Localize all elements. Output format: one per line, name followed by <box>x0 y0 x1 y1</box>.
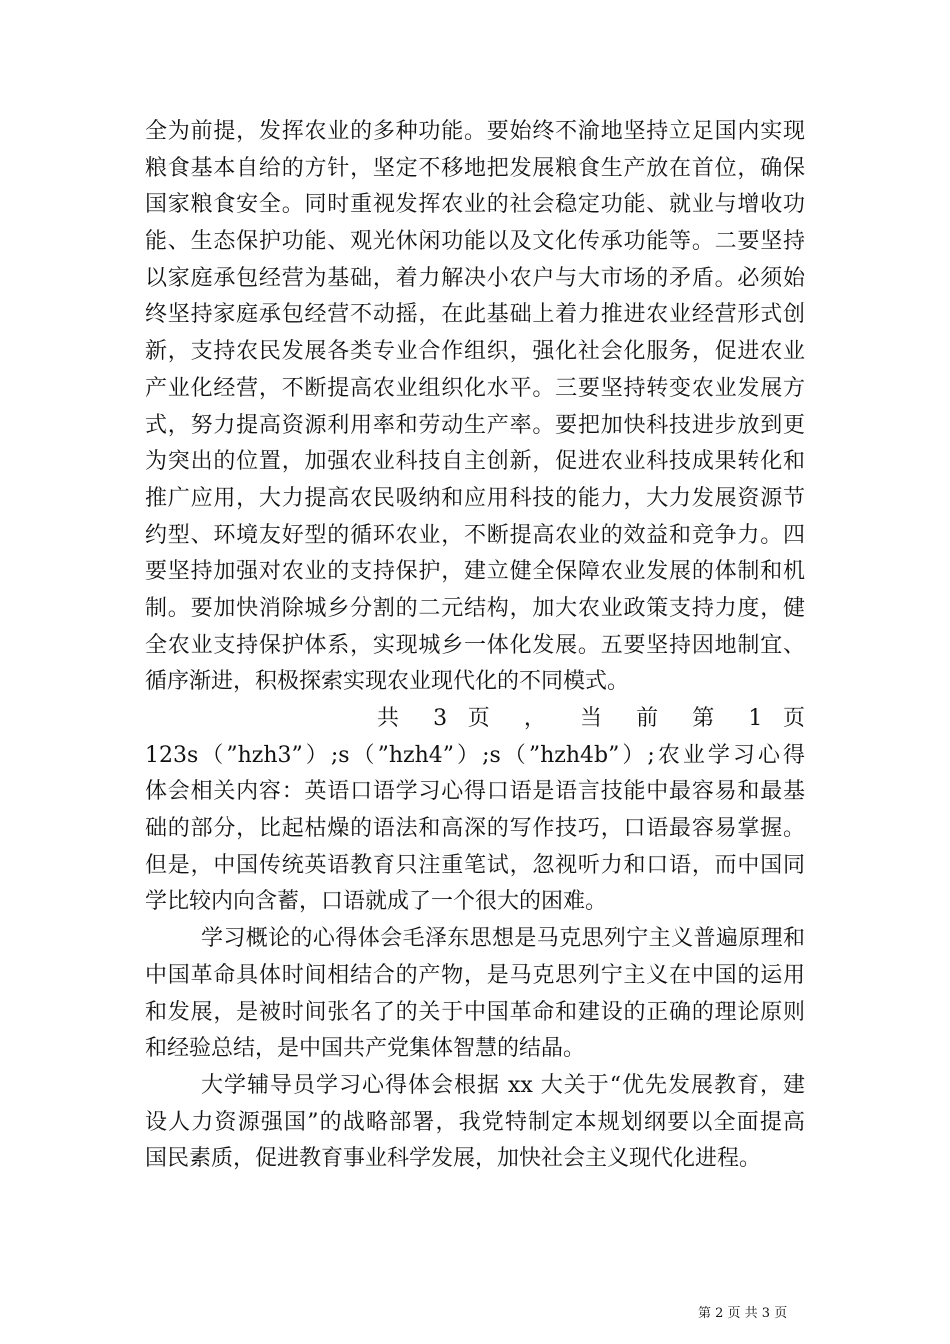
text-line: 为突出的位置，加强农业科技自主创新，促进农业科技成果转化和 <box>145 449 805 475</box>
text-line: 循序渐进，积极探索实现农业现代化的不同模式。 <box>145 669 630 695</box>
text-line: 学比较内向含蓄，口语就成了一个很大的困难。 <box>145 889 608 915</box>
text-line: 以家庭承包经营为基础，着力解决小农户与大市场的矛盾。必须始 <box>145 265 805 291</box>
text-line: 制。要加快消除城乡分割的二元结构，加大农业政策支持力度，健 <box>145 595 805 621</box>
text-line: 和发展，是被时间张名了的关于中国革命和建设的正确的理论原则 <box>145 999 805 1025</box>
text-line: 123s（”hzh3”）;s（”hzh4”）;s（”hzh4b”）;农业学习心得 <box>145 742 805 768</box>
text-line: 粮食基本自给的方针，坚定不移地把发展粮食生产放在首位，确保 <box>145 155 805 181</box>
text-line: 国家粮食安全。同时重视发挥农业的社会稳定功能、就业与增收功 <box>145 192 805 218</box>
text-line: 全为前提，发挥农业的多种功能。要始终不渝地坚持立足国内实现 <box>145 119 805 144</box>
text-line: 新，支持农民发展各类专业合作组织，强化社会化服务，促进农业 <box>145 339 805 365</box>
paragraph-start-line: 大学辅导员学习心得体会根据 xx 大关于“优先发展教育，建 <box>201 1072 805 1098</box>
text-line: 中国革命具体时间相结合的产物，是马克思列宁主义在中国的运用 <box>145 962 805 988</box>
text-line: 体会相关内容：英语口语学习心得口语是语言技能中最容易和最基 <box>145 779 805 805</box>
text-line: 终坚持家庭承包经营不动摇，在此基础上着力推进农业经营形式创 <box>145 302 805 328</box>
text-line: 产业化经营，不断提高农业组织化水平。三要坚持转变农业发展方 <box>145 375 805 401</box>
text-line: 础的部分，比起枯燥的语法和高深的写作技巧，口语最容易掌握。 <box>145 816 805 842</box>
text-line: 式，努力提高资源利用率和劳动生产率。要把加快科技进步放到更 <box>145 412 805 438</box>
text-line: 但是，中国传统英语教育只注重笔试，忽视听力和口语，而中国同 <box>145 852 805 878</box>
text-line: 约型、环境友好型的循环农业，不断提高农业的效益和竞争力。四 <box>145 522 805 548</box>
text-line: 国民素质，促进教育事业科学发展，加快社会主义现代化进程。 <box>145 1146 762 1172</box>
text-line: 设人力资源强国”的战略部署，我党特制定本规划纲要以全面提高 <box>145 1109 805 1135</box>
text-line: 要坚持加强对农业的支持保护，建立健全保障农业发展的体制和机 <box>145 559 805 585</box>
page-count-line: 共 3 页 ， 当 前 第 1 页 <box>377 706 805 731</box>
text-line: 和经验总结，是中国共产党集体智慧的结晶。 <box>145 1036 586 1062</box>
text-line: 能、生态保护功能、观光休闲功能以及文化传承功能等。二要坚持 <box>145 229 805 255</box>
text-line: 全农业支持保护体系，实现城乡一体化发展。五要坚持因地制宜、 <box>145 632 805 658</box>
paragraph-start-line: 学习概论的心得体会毛泽东思想是马克思列宁主义普遍原理和 <box>201 926 805 952</box>
document-body <box>145 114 805 1178</box>
text-line: 推广应用，大力提高农民吸纳和应用科技的能力，大力发展资源节 <box>145 485 805 511</box>
page-footer: 第 2 页 共 3 页 <box>698 1306 788 1321</box>
